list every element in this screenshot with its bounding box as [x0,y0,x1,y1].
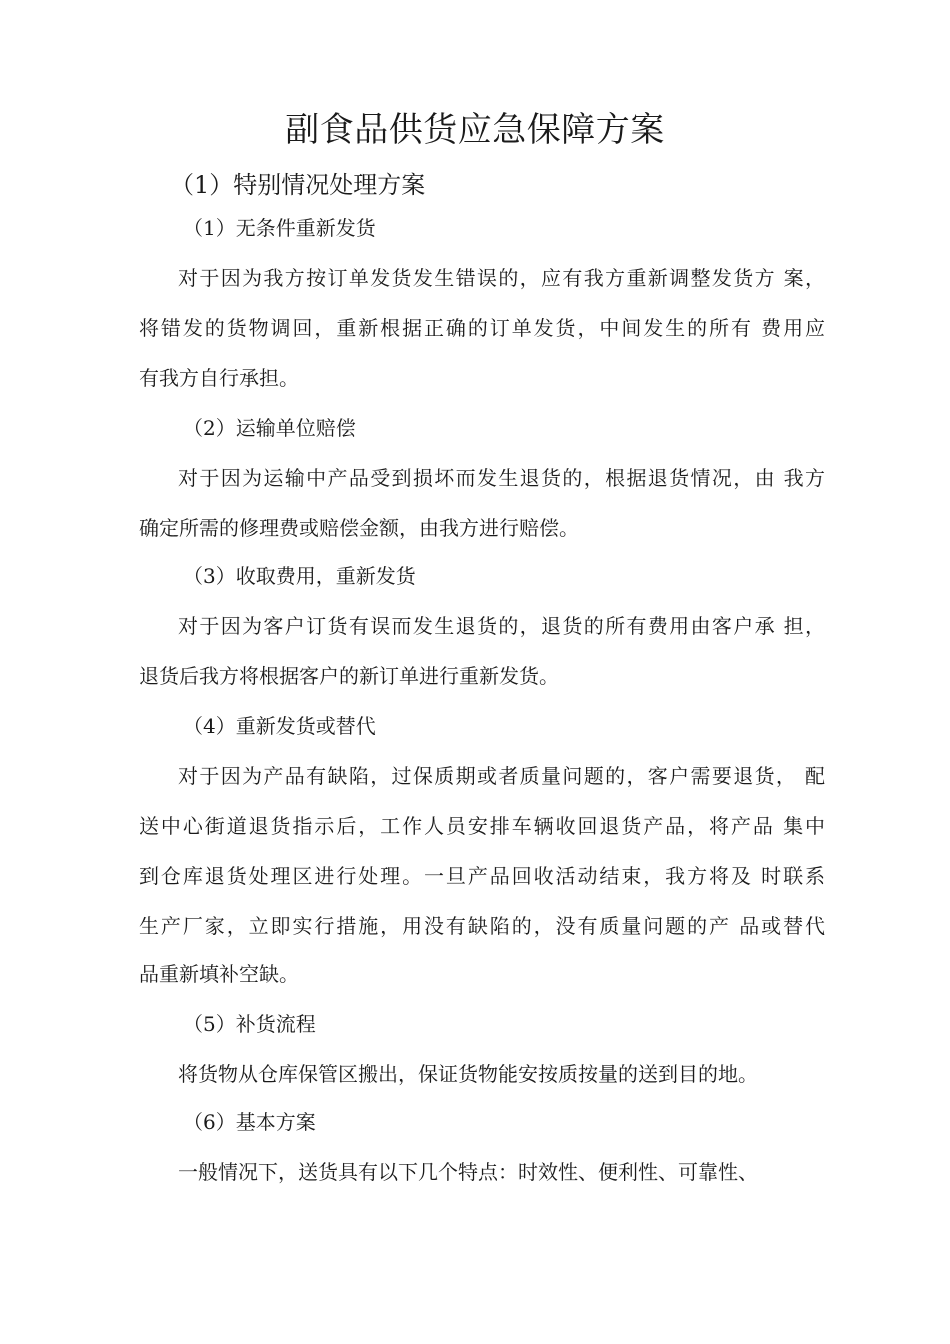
paragraph-line: 将货物从仓库保管区搬出，保证货物能安按质按量的送到目的地。 [178,1062,758,1086]
paragraph-line: 有我方自行承担。 [139,366,299,390]
subheading-1: （1）无条件重新发货 [183,216,376,240]
paragraph-line: 对于因为我方按订单发货发生错误的，应有我方重新调整发货方 案， [178,266,825,290]
paragraph-line: 生产厂家，立即实行措施，用没有缺陷的，没有质量问题的产 品或替代 [139,914,825,938]
document-title: 副食品供货应急保障方案 [285,110,665,150]
paragraph-line: 退货后我方将根据客户的新订单进行重新发货。 [139,664,559,688]
paragraph-line: 对于因为客户订货有误而发生退货的，退货的所有费用由客户承 担， [178,614,825,638]
subheading-6: （6）基本方案 [183,1110,316,1134]
paragraph-line: 确定所需的修理费或赔偿金额，由我方进行赔偿。 [139,516,579,540]
section-heading: （1）特别情况处理方案 [170,171,426,199]
paragraph-line: 对于因为运输中产品受到损坏而发生退货的，根据退货情况，由 我方 [178,466,825,490]
subheading-3: （3）收取费用，重新发货 [183,564,416,588]
paragraph-line: 品重新填补空缺。 [139,962,299,986]
subheading-4: （4）重新发货或替代 [183,714,376,738]
paragraph-line: 将错发的货物调回，重新根据正确的订单发货，中间发生的所有 费用应 [139,316,825,340]
subheading-2: （2）运输单位赔偿 [183,416,356,440]
subheading-5: （5）补货流程 [183,1012,316,1036]
paragraph-line: 送中心街道退货指示后，工作人员安排车辆收回退货产品，将产品 集中 [139,814,825,838]
paragraph-line: 一般情况下，送货具有以下几个特点：时效性、便利性、可靠性、 [178,1160,758,1184]
paragraph-line: 到仓库退货处理区进行处理。一旦产品回收活动结束，我方将及 时联系 [139,864,825,888]
paragraph-line: 对于因为产品有缺陷，过保质期或者质量问题的，客户需要退货， 配 [178,764,825,788]
